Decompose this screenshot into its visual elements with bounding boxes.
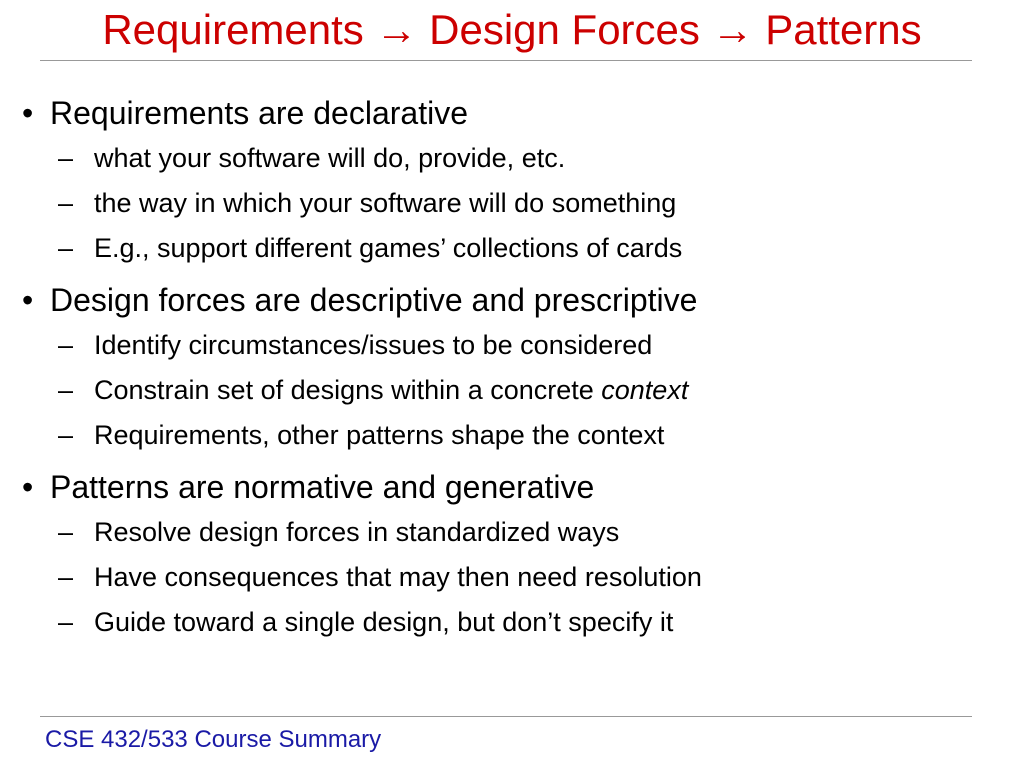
slide-body: [0, 90, 1024, 651]
sub-bullet-item: [0, 368, 1024, 413]
bullet-item: [0, 277, 1024, 323]
sub-bullet-text: what your software will do, provide, etc.: [94, 143, 566, 173]
slide-title: Requirements → Design Forces → Patterns: [102, 6, 922, 53]
bullet-group-design-forces: [0, 277, 1024, 458]
sub-bullet-marker: –: [58, 562, 74, 592]
sub-bullet-marker: –: [58, 233, 74, 263]
sub-bullet-text: Resolve design forces in standardized ways: [94, 517, 620, 547]
sub-bullet-marker: –: [58, 375, 74, 405]
sub-bullet-text: Guide toward a single design, but don’t specify it: [94, 607, 674, 637]
bullet-marker: •: [22, 469, 34, 505]
sub-bullet-item: [0, 323, 1024, 368]
title-divider: [40, 60, 972, 61]
sub-bullet-item: [0, 555, 1024, 600]
sub-bullet-marker: –: [58, 143, 74, 173]
sub-bullet-text: Constrain set of designs within a concrete: [94, 375, 602, 405]
bullet-group-patterns: [0, 464, 1024, 645]
sub-bullet-item: [0, 413, 1024, 458]
sub-bullet-item: [0, 136, 1024, 181]
bullet-marker: •: [22, 95, 34, 131]
bullet-item: [0, 464, 1024, 510]
sub-bullet-marker: –: [58, 330, 74, 360]
sub-bullet-text: Identify circumstances/issues to be considered: [94, 330, 653, 360]
sub-bullet-marker: –: [58, 420, 74, 450]
bullet-text: Design forces are descriptive and prescriptive: [50, 282, 698, 318]
sub-bullet-item: [0, 510, 1024, 555]
sub-bullet-item: [0, 181, 1024, 226]
sub-bullet-text: E.g., support different games’ collections of cards: [94, 233, 683, 263]
sub-bullet-item: [0, 600, 1024, 645]
sub-bullet-marker: –: [58, 188, 74, 218]
sub-bullet-text-with-emphasis: [94, 368, 688, 413]
footer-divider: [40, 716, 972, 717]
bullet-group-requirements: [0, 90, 1024, 271]
slide-footer: CSE 432/533 Course Summary: [45, 726, 382, 753]
sub-bullet-marker: –: [58, 607, 74, 637]
sub-bullet-text: the way in which your software will do something: [94, 188, 677, 218]
sub-bullet-marker: –: [58, 517, 74, 547]
emphasis-text: context: [601, 375, 689, 405]
sub-bullet-item: [0, 226, 1024, 271]
bullet-marker: •: [22, 282, 34, 318]
bullet-item: [0, 90, 1024, 136]
sub-bullet-text: Requirements, other patterns shape the context: [94, 420, 665, 450]
sub-bullet-text: Have consequences that may then need resolution: [94, 562, 702, 592]
bullet-text: Requirements are declarative: [50, 95, 468, 131]
bullet-text: Patterns are normative and generative: [50, 469, 595, 505]
